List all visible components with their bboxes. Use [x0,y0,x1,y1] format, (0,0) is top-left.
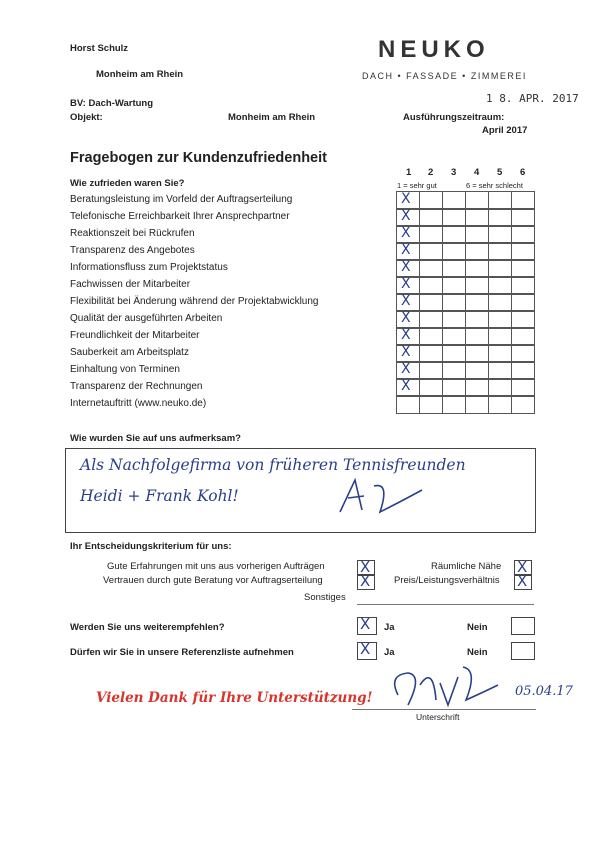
handwritten-initials [330,472,440,522]
scale-good-label: 1 = sehr gut [397,181,437,190]
rating-cell[interactable] [511,395,535,414]
rating-row [397,294,535,311]
criteria-checkbox[interactable] [357,574,375,590]
question-label: Qualität der ausgeführten Arbeiten [70,313,223,324]
section-source: Wie wurden Sie auf uns aufmerksam? [70,433,241,444]
check-mark: X [360,572,371,590]
other-label: Sonstiges [304,592,346,603]
recommend-yes-checkbox[interactable] [357,617,377,635]
check-mark: X [401,208,411,224]
rating-row [397,209,535,226]
reference-no-checkbox[interactable] [511,642,535,660]
objekt-value: Monheim am Rhein [228,112,316,123]
check-mark: X [401,361,411,377]
question-label: Einhaltung von Terminen [70,364,180,375]
check-mark: X [401,293,411,309]
handwritten-signature [378,655,513,720]
scale-bad-label: 6 = sehr schlecht [466,181,523,190]
no-label: Nein [467,622,488,633]
question-label: Sauberkeit am Arbeitsplatz [70,347,189,358]
logo-tagline: DACH • FASSADE • ZIMMEREI [362,71,527,81]
rating-row [397,345,535,362]
sender-city: Monheim am Rhein [96,69,184,80]
rating-row [397,379,535,396]
check-mark: X [401,378,411,394]
reference-question: Dürfen wir Sie in unsere Referenzliste aufnehmen [70,647,294,658]
yes-label: Ja [384,622,395,633]
question-label: Transparenz des Angebotes [70,245,195,256]
rating-row [397,362,535,379]
question-label: Internetauftritt (www.neuko.de) [70,398,207,409]
check-mark: X [401,310,411,326]
rating-row [397,243,535,260]
rating-row [397,311,535,328]
handwritten-answer-line1: Als Nachfolgefirma von früheren Tennisfreunden [80,456,466,474]
check-mark: X [517,572,528,590]
rating-row [397,260,535,277]
question-label: Freundlichkeit der Mitarbeiter [70,330,200,341]
question-label: Beratungsleistung im Vorfeld der Auftragserteilung [70,194,293,205]
period-label: Ausführungszeitraum: [403,112,505,123]
rating-grid [397,192,535,414]
criteria-label: Vertrauen durch gute Beratung vor Auftragserteilung [103,575,323,586]
rating-row [397,192,535,209]
form-title: Fragebogen zur Kundenzufriedenheit [70,150,327,166]
rating-row [397,396,535,413]
scale-number: 3 [451,167,457,178]
check-mark: X [401,344,411,360]
check-mark: X [401,259,411,275]
check-mark: X [360,640,371,658]
period-value: April 2017 [482,125,528,136]
rating-cell[interactable] [396,395,420,414]
date-stamp: 1 8. APR. 2017 [486,92,579,105]
rating-row [397,277,535,294]
question-label: Fachwissen der Mitarbeiter [70,279,191,290]
section-criteria: Ihr Entscheidungskriterium für uns: [70,541,232,552]
criteria-checkbox[interactable] [514,574,532,590]
check-mark: X [360,615,371,633]
question-label: Transparenz der Rechnungen [70,381,203,392]
rating-cell[interactable] [488,395,512,414]
scale-number: 6 [520,167,526,178]
signature-line[interactable] [352,709,536,710]
other-input-line[interactable] [357,604,534,605]
rating-cell[interactable] [442,395,466,414]
signature-label: Unterschrift [416,712,460,722]
scale-number: 5 [497,167,503,178]
question-label: Flexibilität bei Änderung während der Projektabwicklung [70,296,319,307]
recommend-no-checkbox[interactable] [511,617,535,635]
criteria-label: Räumliche Nähe [431,561,502,572]
rating-cell[interactable] [465,395,489,414]
criteria-label: Preis/Leistungsverhältnis [394,575,500,586]
neuko-logo [378,36,490,64]
scale-number: 1 [406,167,412,178]
criteria-label: Gute Erfahrungen mit uns aus vorherigen Aufträgen [107,561,325,572]
recommend-question: Werden Sie uns weiterempfehlen? [70,622,225,633]
rating-row [397,328,535,345]
objekt-label: Objekt: [70,112,103,123]
check-mark: X [401,225,411,241]
question-label: Reaktionszeit bei Rückrufen [70,228,195,239]
check-mark: X [401,276,411,292]
question-label: Informationsfluss zum Projektstatus [70,262,228,273]
no-label: Nein [467,647,488,658]
check-mark: X [401,327,411,343]
section-satisfaction: Wie zufrieden waren Sie? [70,178,185,189]
scale-number: 2 [428,167,434,178]
check-mark: X [401,191,411,207]
scale-number: 4 [474,167,480,178]
question-label: Telefonische Erreichbarkeit Ihrer Ansprechpartner [70,211,290,222]
handwritten-answer-line2: Heidi + Frank Kohl! [80,487,239,505]
check-mark: X [360,558,371,576]
rating-row [397,226,535,243]
thank-you-message: Vielen Dank für Ihre Unterstützung! [96,690,373,706]
check-mark: X [401,242,411,258]
bv-label: BV: Dach-Wartung [70,98,154,109]
rating-cell[interactable] [419,395,443,414]
logo-text: NEUKO [378,36,490,63]
signature-date: 05.04.17 [515,684,573,699]
sender-name: Horst Schulz [70,43,129,54]
yes-label: Ja [384,647,395,658]
check-mark: X [517,558,528,576]
reference-yes-checkbox[interactable] [357,642,377,660]
